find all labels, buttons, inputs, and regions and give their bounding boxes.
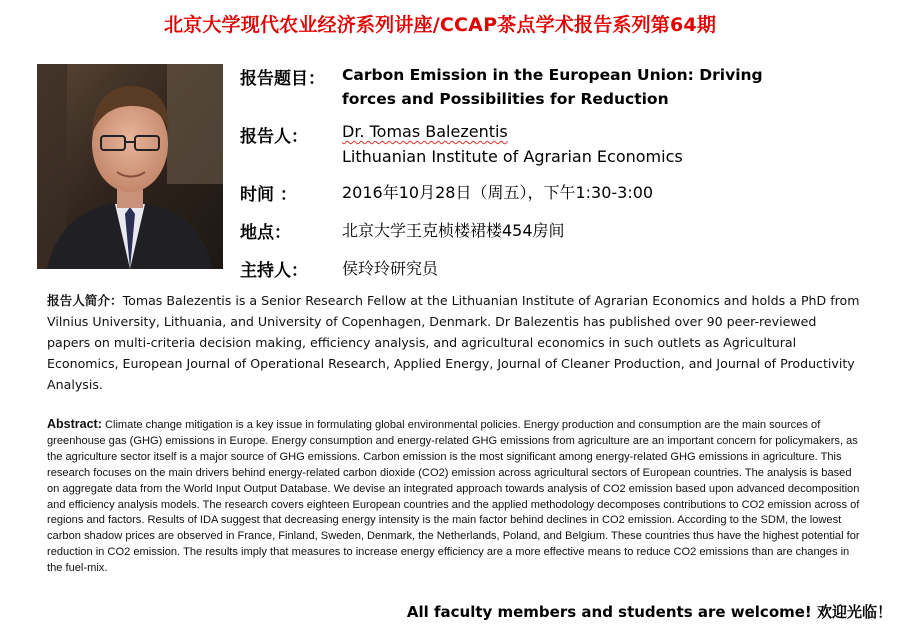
bio-label: 报告人简介： [47,293,123,308]
time-label: 时间 ： [240,185,297,205]
speaker-bio [47,290,862,395]
topic-line-1: Carbon Emission in the European Union: Driving [342,66,763,84]
speaker-label: 报告人： [240,127,308,147]
speaker-photo [37,64,223,269]
time-value: 2016年10月28日（周五），下午1:30-3:00 [342,183,654,202]
topic-line-2: forces and Possibilities for Reduction [342,90,669,108]
bio-text: Tomas Balezentis is a Senior Research Fellow at the Lithuanian Institute of Agrarian Economics and holds a PhD from Vilnius University, Lithuania, and University of Copenhagen, Denmark. Dr Balezentis has published over 90 peer-reviewed papers on multi-criteria decision making, efficiency analysis, and agricultural economics in such outlets as Agricultural Economics, European Journal of Operational Research, Applied Energy, Journal of Cleaner Production, and Journal of Productivity Analysis. [47,293,860,392]
speaker-affiliation: Lithuanian Institute of Agrarian Economics [342,147,683,166]
location-value: 北京大学王克桢楼裙楼454房间 [342,221,565,240]
speaker-portrait-image [37,64,223,269]
abstract [47,417,862,577]
host-label: 主持人： [240,261,308,281]
page-title: 北京大学现代农业经济系列讲座/CCAP茶点学术报告系列第64期 [163,14,717,36]
welcome-message: All faculty members and students are welcome! 欢迎光临！ [406,603,892,621]
abstract-text: Climate change mitigation is a key issue in formulating global environmental policies. Energy production and consumption are the main sources of greenhouse gas (GHG) emissions in Europe. Energy consumption and energy-related GHG emissions from agriculture are an important concern for policymakers, as the agriculture sector itself is a major source of GHG emissions. Carbon emission is the most significant among energy-related GHG emissions in agriculture. This research focuses on the main drivers behind energy-related carbon dioxide (CO2) emission across agricultural sectors of European countries. The analysis is based on aggregate data from the World Input Output Database. We devise an integrated approach towards analysis of CO2 emission based upon advanced decomposition and efficiency analysis models. The research covers eighteen European countries and the applied methodology decomposes contributions to CO2 emission across of regions and factors. Results of IDA suggest that decreasing energy intensity is the main factor behind declines in CO2 emission. According to the SDM, the lowest carbon shadow prices are observed in France, Finland, Sweden, Denmark, the Netherlands, Poland, and Belgium. These countries thus have the highest potential for reduction in CO2 emission. The results imply that measures to increase energy efficiency are a more effective means to reduce CO2 emissions than are changes in the fuel-mix. [47,419,860,575]
speaker-name-text: Dr. Tomas Balezentis [342,122,508,141]
host-value: 侯玲玲研究员 [342,259,439,278]
abstract-label: Abstract: [47,417,102,431]
topic-label: 报告题目： [240,69,325,89]
speaker-name [342,122,508,141]
location-label: 地点： [240,223,291,243]
